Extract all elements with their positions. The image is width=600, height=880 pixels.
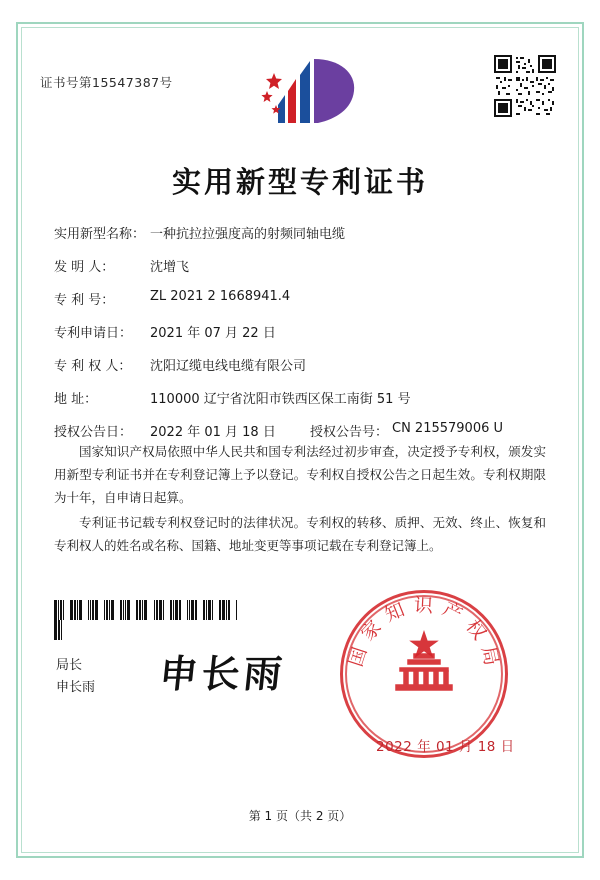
paragraph-2: 专利证书记载专利权登记时的法律状况。专利权的转移、质押、无效、终止、恢复和专利权人的姓名或名称、国籍、地址变更等事项记载在专利登记簿上。 — [54, 515, 546, 553]
field-label-publication-date: 授权公告日： — [54, 425, 133, 440]
field-list — [54, 223, 554, 454]
field-row-patentee — [54, 355, 554, 388]
barcode — [54, 600, 239, 620]
field-value-name: 一种抗拉拉强度高的射频同轴电缆 — [150, 227, 346, 242]
page-title: 实用新型专利证书 — [171, 165, 428, 199]
field-value-patentee: 沈阳辽缆电线电缆有限公司 — [150, 359, 307, 374]
seal-ring — [340, 590, 508, 758]
svg-text:国家知识产权局: 国家知识产权局 — [344, 594, 505, 676]
page-footer: 第 1 页（共 2 页） — [248, 809, 352, 823]
field-label-patent-number: 专 利 号： — [54, 293, 115, 308]
seal-date: 2022 年 01 月 18 日 — [376, 739, 515, 755]
official-seal — [340, 590, 508, 758]
field-label-publication-number: 授权公告号： — [310, 425, 389, 440]
field-row-name — [54, 223, 554, 256]
field-row-patent-number — [54, 289, 554, 322]
signature-block — [56, 655, 95, 699]
field-label-application-date: 专利申请日： — [54, 326, 133, 341]
qr-code — [494, 55, 556, 117]
field-value-address: 110000 辽宁省沈阳市铁西区保工南街 51 号 — [150, 392, 411, 407]
field-value-publication-date: 2022 年 01 月 18 日 — [150, 425, 276, 440]
field-row-address — [54, 388, 554, 421]
paragraph-1: 国家知识产权局依照中华人民共和国专利法经过初步审查，决定授予专利权，颁发实用新型专利证书并在专利登记簿上予以登记。专利权自授权公告之日起生效。专利权期限为十年，自申请日起算。 — [54, 444, 546, 505]
signature-title: 局长 — [56, 658, 83, 673]
cnipa-logo-icon — [252, 53, 362, 133]
field-label-name: 实用新型名称： — [54, 227, 146, 242]
field-label-patentee: 专 利 权 人： — [54, 359, 132, 374]
field-row-application-date — [54, 322, 554, 355]
certificate-content — [40, 45, 560, 835]
certificate-number: 证书号第15547387号 — [40, 75, 173, 90]
signature-name: 申长雨 — [56, 680, 96, 695]
field-value-inventor: 沈增飞 — [150, 260, 190, 275]
field-label-address: 地 址： — [54, 392, 98, 407]
field-value-application-date: 2021 年 07 月 22 日 — [150, 326, 276, 341]
field-value-publication-number: CN 215579006 U — [392, 421, 504, 436]
field-row-inventor — [54, 256, 554, 289]
legal-paragraphs — [54, 440, 546, 559]
field-value-patent-number: ZL 2021 2 1668941.4 — [150, 289, 291, 304]
handwritten-signature: 申长雨 — [157, 651, 289, 696]
field-label-inventor: 发 明 人： — [54, 260, 115, 275]
